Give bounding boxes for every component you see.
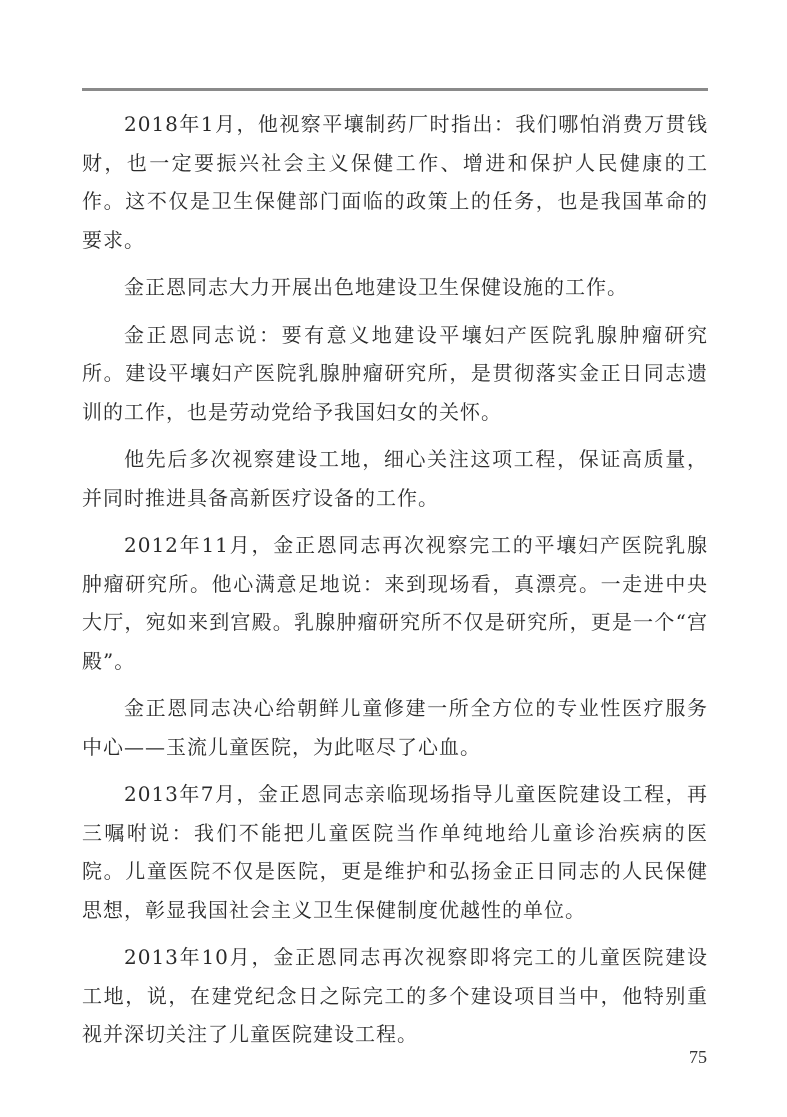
paragraph: 2018年1月，他视察平壤制药厂时指出：我们哪怕消费万贯钱财，也一定要振兴社会主义保健工作、增进和保护人民健康的工作。这不仅是卫生保健部门面临的政策上的任务，也是我国革命的要求。 (82, 112, 708, 252)
paragraph: 2012年11月，金正恩同志再次视察完工的平壤妇产医院乳腺肿瘤研究所。他心满意足地说：来到现场看，真漂亮。一走进中央大厅，宛如来到宫殿。乳腺肿瘤研究所不仅是研究所，更是一个“宫殿”。 (82, 533, 708, 673)
header-rule (82, 88, 708, 91)
page-number: 75 (689, 1047, 707, 1067)
paragraph: 2013年7月，金正恩同志亲临现场指导儿童医院建设工程，再三嘱咐说：我们不能把儿童医院当作单纯地给儿童诊治疾病的医院。儿童医院不仅是医院，更是维护和弘扬金正日同志的人民保健思想，彰显我国社会主义卫生保健制度优越性的单位。 (82, 782, 708, 922)
paragraph: 金正恩同志说：要有意义地建设平壤妇产医院乳腺肿瘤研究所。建设平壤妇产医院乳腺肿瘤研究所，是贯彻落实金正日同志遗训的工作，也是劳动党给予我国妇女的关怀。 (82, 322, 708, 424)
page-body (82, 105, 708, 1063)
paragraph: 金正恩同志大力开展出色地建设卫生保健设施的工作。 (124, 275, 628, 299)
paragraph: 他先后多次视察建设工地，细心关注这项工程，保证高质量，并同时推进具备高新医疗设备的工作。 (82, 447, 708, 510)
paragraph: 2013年10月，金正恩同志再次视察即将完工的儿童医院建设工地，说，在建党纪念日之际完工的多个建设项目当中，他特别重视并深切关注了儿童医院建设工程。 (82, 945, 708, 1046)
paragraph: 金正恩同志决心给朝鲜儿童修建一所全方位的专业性医疗服务中心——玉流儿童医院，为此呕尽了心血。 (82, 696, 708, 759)
